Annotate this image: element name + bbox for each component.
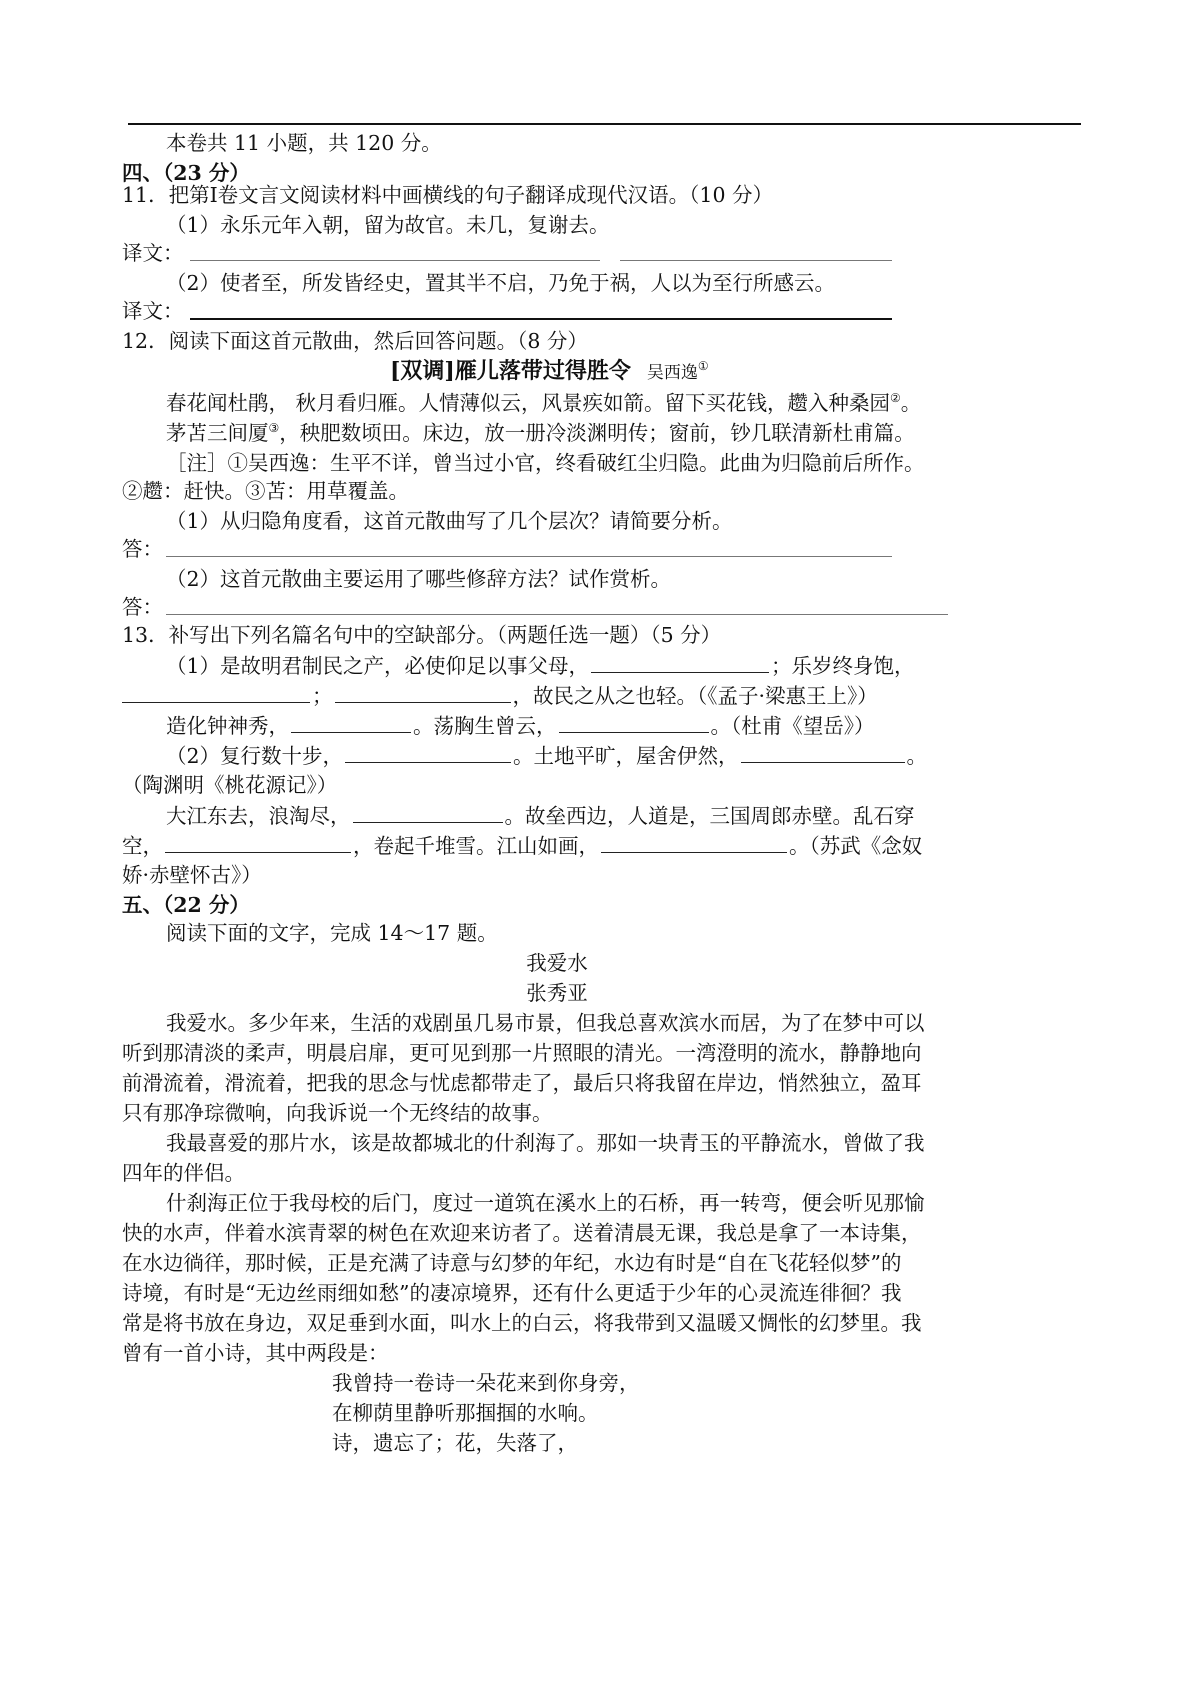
q11-answer-label-2: 译文： <box>122 299 184 323</box>
blank-field[interactable] <box>601 830 787 853</box>
paragraph-line: 我最喜爱的那片水，该是故都城北的什刹海了。那如一块青玉的平静流水，曾做了我 <box>166 1131 925 1155</box>
paragraph-line: 我爱水。多少年来，生活的戏剧虽几易市景，但我总喜欢滨水而居，为了在梦中可以 <box>166 1011 925 1035</box>
q13-line-3: 造化钟神秀， 。荡胸生曾云， 。（杜甫《望岳》） <box>166 710 875 741</box>
paragraph-line: 只有那净琮微响，向我诉说一个无终结的故事。 <box>122 1101 553 1125</box>
paragraph-line: 在水边徜徉，那时候，正是充满了诗意与幻梦的年纪，水边有时是“自在飞花轻似梦”的 <box>122 1251 902 1275</box>
blank-field[interactable] <box>591 650 769 673</box>
answer-line[interactable] <box>190 318 892 320</box>
blank-field[interactable] <box>345 740 511 763</box>
section-heading-5: 五、（22 分） <box>122 893 250 917</box>
poem-notes-cont: ②趱：赶快。③苫：用草覆盖。 <box>122 479 409 503</box>
paragraph-line: 快的水声，伴着水滨青翠的树色在欢迎来访者了。送着清晨无课，我总是拿了一本诗集， <box>122 1221 922 1245</box>
q11-sentence-1: （1）永乐元年入朝，留为故官。未几，复谢去。 <box>166 213 610 237</box>
reading-instruction: 阅读下面的文字，完成 14～17 题。 <box>166 921 498 945</box>
q13-line-4: （2）复行数十步， 。土地平旷，屋舍伊然， 。 <box>166 740 927 771</box>
article-title: 我爱水 <box>526 951 588 975</box>
poem-line-2: 茅苫三间厦③，秧肥数顷田。床边，放一册冷淡渊明传；窗前，钞几联清新杜甫篇。 <box>166 421 915 445</box>
poem-verse: 在柳荫里静听那掴掴的水响。 <box>332 1401 599 1425</box>
q12-prompt: 12．阅读下面这首元散曲，然后回答问题。（8 分） <box>122 329 588 353</box>
q12-sub-2: （2）这首元散曲主要运用了哪些修辞方法？试作赏析。 <box>166 567 672 591</box>
blank-field[interactable] <box>559 710 709 733</box>
blank-field[interactable] <box>353 800 503 823</box>
paragraph-line: 什刹海正位于我母校的后门，度过一道筑在溪水上的石桥，再一转弯，便会听见那愉 <box>166 1191 925 1215</box>
answer-line[interactable] <box>620 260 892 261</box>
poem-title: [双调]雁儿落带过得胜令 <box>390 358 631 384</box>
paragraph-line: 前滑流着，滑流着，把我的思念与忧虑都带走了，最后只将我留在岸边，悄然独立，盈耳 <box>122 1071 922 1095</box>
q13-line-1: （1）是故明君制民之产，必使仰足以事父母， ；乐岁终身饱， <box>166 650 915 681</box>
q12-answer-label-1: 答： <box>122 537 163 561</box>
paragraph-line: 四年的伴侣。 <box>122 1161 245 1185</box>
answer-line[interactable] <box>166 614 948 615</box>
q12-sub-1: （1）从归隐角度看，这首元散曲写了几个层次？请简要分析。 <box>166 509 733 533</box>
footnote-marker: ① <box>697 359 709 374</box>
q12-poem-heading <box>390 356 709 388</box>
blank-field[interactable] <box>741 740 905 763</box>
q11-answer-label-1: 译文： <box>122 241 184 265</box>
q13-line-8: 娇·赤壁怀古》） <box>122 863 262 887</box>
blank-field[interactable] <box>291 710 411 733</box>
paragraph-line: 听到那清淡的柔声，明晨启扉，更可见到那一片照眼的清光。一湾澄明的流水，静静地向 <box>122 1041 922 1065</box>
q13-line-2: ； ，故民之从之也轻。（《孟子·梁惠王上》） <box>122 680 878 711</box>
paragraph-line: 曾有一首小诗，其中两段是： <box>122 1341 389 1365</box>
blank-field[interactable] <box>122 680 310 703</box>
paragraph-line: 诗境，有时是“无边丝雨细如愁”的凄凉境界，还有什么更适于少年的心灵流连徘徊？我 <box>122 1281 902 1305</box>
header-rule <box>128 123 1081 125</box>
poem-line-1: 春花闻杜鹃， 秋月看归雁。人情薄似云，风景疾如箭。留下买花钱，趱入种桑园②。 <box>166 391 922 415</box>
blank-field[interactable] <box>335 680 511 703</box>
exam-intro: 本卷共 11 小题，共 120 分。 <box>166 131 442 155</box>
q13-line-7: 空， ，卷起千堆雪。江山如画， 。（苏武《念奴 <box>122 830 922 861</box>
footnote-marker: ③ <box>268 421 280 436</box>
poem-verse: 我曾持一卷诗一朵花来到你身旁， <box>332 1371 640 1395</box>
article-author: 张秀亚 <box>526 981 588 1005</box>
section-heading-4: 四、（23 分） <box>122 161 250 185</box>
q13-prompt: 13．补写出下列名篇名句中的空缺部分。（两题任选一题）（5 分） <box>122 623 722 647</box>
q11-sentence-2: （2）使者至，所发皆经史，置其半不启，乃免于祸，人以为至行所感云。 <box>166 271 836 295</box>
paragraph-line: 常是将书放在身边，双足垂到水面，叫水上的白云，将我带到又温暖又惆怅的幻梦里。我 <box>122 1311 922 1335</box>
poem-notes: ［注］①吴西逸：生平不详，曾当过小官，终看破红尘归隐。此曲为归隐前后所作。 <box>166 451 925 475</box>
blank-field[interactable] <box>165 830 351 853</box>
q13-line-6: 大江东去，浪淘尽， 。故垒西边，人道是，三国周郎赤壁。乱石穿 <box>166 800 915 831</box>
q11-prompt: 11．把第Ⅰ卷文言文阅读材料中画横线的句子翻译成现代汉语。（10 分） <box>122 183 774 207</box>
footnote-marker: ② <box>890 391 901 406</box>
q12-answer-label-2: 答： <box>122 595 163 619</box>
q13-line-5: （陶渊明《桃花源记》） <box>122 773 338 797</box>
answer-line[interactable] <box>166 556 892 557</box>
poem-verse: 诗，遗忘了；花，失落了， <box>332 1431 578 1455</box>
poem-author: 吴西逸 <box>646 363 698 383</box>
answer-line[interactable] <box>190 260 600 261</box>
